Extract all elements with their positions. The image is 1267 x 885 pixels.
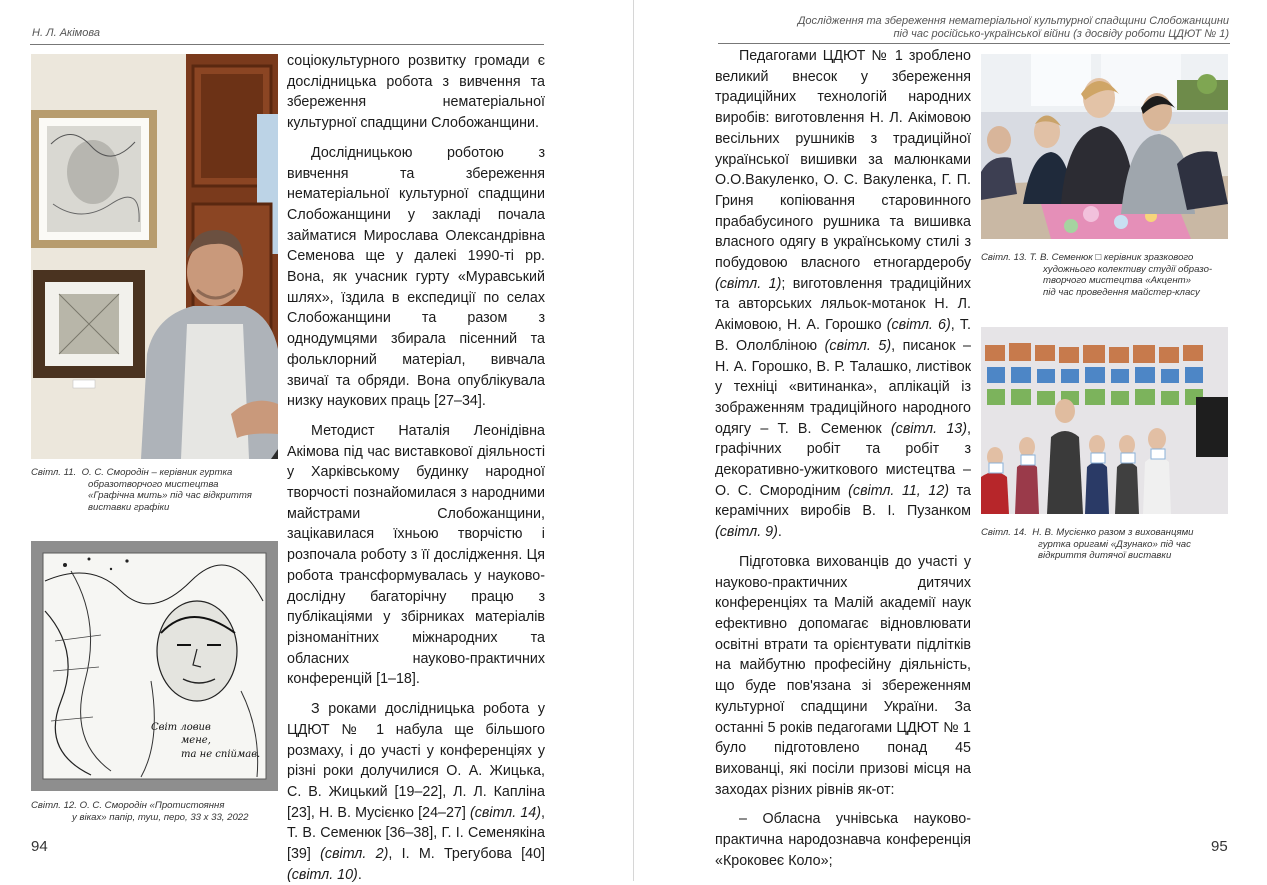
figure-reference: (світл. 9) bbox=[715, 524, 778, 541]
photo-smorodin-exhibition bbox=[31, 54, 278, 459]
caption-figure-13 bbox=[981, 252, 1241, 298]
figure-reference: (світл. 13) bbox=[890, 420, 968, 437]
text-run: . bbox=[777, 524, 782, 541]
right-page bbox=[634, 0, 1267, 881]
running-head-title bbox=[709, 15, 1229, 41]
artwork-protystoyannia bbox=[31, 541, 278, 791]
photo-master-class bbox=[981, 54, 1228, 239]
left-body-text bbox=[287, 51, 545, 885]
right-body-text bbox=[715, 46, 971, 871]
paragraph bbox=[287, 699, 545, 885]
figure-reference: (світл. 10) bbox=[287, 866, 358, 883]
artwork-inscription-line: та не спіймав. bbox=[181, 749, 261, 760]
text-run: , Т. В. Семенюк [36–38], Г. І. Семенякіна [39] bbox=[287, 804, 545, 863]
text-run: та керамічних виробів В. І. Пузанком bbox=[715, 482, 972, 520]
caption-line: виставки графіки bbox=[88, 501, 170, 513]
caption-line: «Графічна мить» під час відкриття bbox=[88, 490, 252, 502]
text-run: , Т. В. Ололбліною bbox=[715, 317, 971, 354]
left-page bbox=[0, 0, 634, 881]
caption-figure-11 bbox=[31, 467, 281, 513]
header-rule bbox=[30, 44, 544, 45]
figure-reference: (світл. 6) bbox=[886, 317, 951, 334]
text-run: , І. М. Трегубова [40] bbox=[388, 846, 545, 863]
page-number-left: 94 bbox=[31, 838, 48, 855]
caption-line: Т. В. Семенюк □ керівник зразкового bbox=[1029, 252, 1194, 263]
caption-line: художнього колективу студії образо- bbox=[1043, 263, 1213, 275]
running-head-line: Дослідження та збереження нематеріальної культурної спадщини Слобожанщини bbox=[797, 15, 1229, 27]
running-head-author: Н. Л. Акімова bbox=[32, 27, 100, 39]
caption-line: О. С. Смородін – керівник гуртка bbox=[81, 467, 233, 478]
paragraph: соціокультурного розвитку громади є дослідницька робота з вивчення та збереження нематеріальної культурної спадщини Слобожанщини. bbox=[287, 53, 545, 132]
header-rule bbox=[718, 43, 1230, 44]
page-number-right: 95 bbox=[1211, 838, 1228, 855]
text-run: . bbox=[357, 866, 362, 883]
paragraph: – Обласна учнівська науково-практична народознавча конференція «Кроковеє Коло»; bbox=[715, 811, 971, 869]
figure-reference: (світл. 5) bbox=[824, 337, 892, 354]
paragraph: Методист Наталія Леонідівна Акімова під час виставкової діяльності у Харківському будинку народної творчості познайомилася з народними майстрами Слобожанщини, зацікавилася їхньою творчістю і розпочала роботу з її дослідження. Ця робота трансформувалась у науково-дослідну багаторічну працю з публікаціями у збірниках матеріалів різноманітних міжнародних та обласних науково-практичних конференцій [1–18]. bbox=[287, 422, 545, 688]
caption-line: О. С. Смородін «Протистояння bbox=[79, 800, 225, 811]
caption-label: Світл. 14. bbox=[981, 527, 1027, 538]
figure-reference: (світл. 14) bbox=[470, 804, 542, 821]
caption-figure-14 bbox=[981, 527, 1241, 562]
caption-line: у віках» папір, туш, перо, 33 х 33, 2022 bbox=[72, 811, 249, 823]
text-run: , писанок – Н. А. Горошко, В. Р. Талашко, листівок у техніці «витинанка», аплікацій із зображенням традиційного народного одягу – Т. В. Семенюк bbox=[715, 337, 971, 437]
figure-reference: (світл. 11, 12) bbox=[848, 482, 950, 499]
caption-label: Світл. 11. bbox=[31, 467, 77, 478]
text-run: , графічних робіт та робіт з декоративно-ужиткового мистецтва – О. С. Смородіним bbox=[715, 420, 971, 499]
text-run: Педагогами ЦДЮТ № 1 зроблено великий внесок у збереження традиційних технологій народних виробів: виготовлення Н. Л. Акімовою весільних рушників з традиційної української вишивки за малюнками О.О.Вакуленко, О. С. Вакуленка, Г. П. Гриня копіювання старовинного прабабусиного рушника та вишивка власного одягу в українському стилі з побудовою власного етногардеробу bbox=[715, 48, 971, 272]
caption-label: Світл. 13. bbox=[981, 252, 1027, 263]
caption-line: відкриття дитячої виставки bbox=[1038, 550, 1172, 562]
caption-label: Світл. 12. bbox=[31, 800, 77, 811]
photo-origami-exhibition bbox=[981, 327, 1228, 514]
caption-line: образотворчого мистецтва bbox=[88, 478, 219, 490]
text-run: ; виготовлення традиційних та авторських ляльок-мотанок Н. Л. Акімовою, Н. А. Горошко bbox=[715, 275, 971, 334]
caption-line: гуртка оригамі «Дзунако» під час bbox=[1038, 538, 1191, 550]
paragraph: Дослідницькою роботою з вивчення та збереження нематеріальної культурної спадщини Слобожанщини у закладі почала займатися Мирослава Олександрівна Семенова ще у далекі 1990-ті рр. Вона, як учасник гурту «Муравський шлях», їздила в експедиції по селах Слобожанщини та разом з однодумцями збирала пісенний та фольклорний матеріал, вивчала звичаї та обряди. Вона опублікувала низку наукових праць [27–34]. bbox=[287, 144, 545, 410]
caption-figure-12 bbox=[31, 800, 283, 823]
artwork-inscription-line: мене, bbox=[181, 735, 211, 746]
running-head-line: під час російсько-української війни (з досвіду роботи ЦДЮТ № 1) bbox=[893, 28, 1229, 40]
caption-line: Н. В. Мусієнко разом з вихованцями bbox=[1032, 527, 1194, 538]
paragraph: Підготовка вихованців до участі у науково-практичних дитячих конференціях та Малій академії наук ефективно допомагає відновлювати освітні втрати та орієнтувати підлітків на майбутню професійну діяльність, що буде пов'язана зі збереженням культурної спадщини України. За останні 5 років педагогами ЦДЮТ № 1 було підготовлено понад 45 вихованці, які посіли призові місця на заходах різних рівнів як-от: bbox=[715, 553, 971, 798]
caption-line: під час проведення майстер-класу bbox=[1043, 286, 1200, 298]
caption-line: творчого мистецтва «Акцент» bbox=[1043, 275, 1191, 287]
artwork-inscription-line: Світ ловив bbox=[151, 722, 211, 733]
paragraph bbox=[715, 46, 971, 543]
figure-reference: (світл. 2) bbox=[320, 846, 389, 863]
text-run: З роками дослідницька робота у ЦДЮТ № 1 набула ще більшого розмаху, і до участі у конференціях у різні роки долучилися О. А. Жицька, С. В. Жицький [19–22], Л. Л. Капліна [23], Н. В. Мусієнко [24–27] bbox=[287, 701, 545, 821]
figure-reference: (світл. 1) bbox=[715, 275, 782, 292]
